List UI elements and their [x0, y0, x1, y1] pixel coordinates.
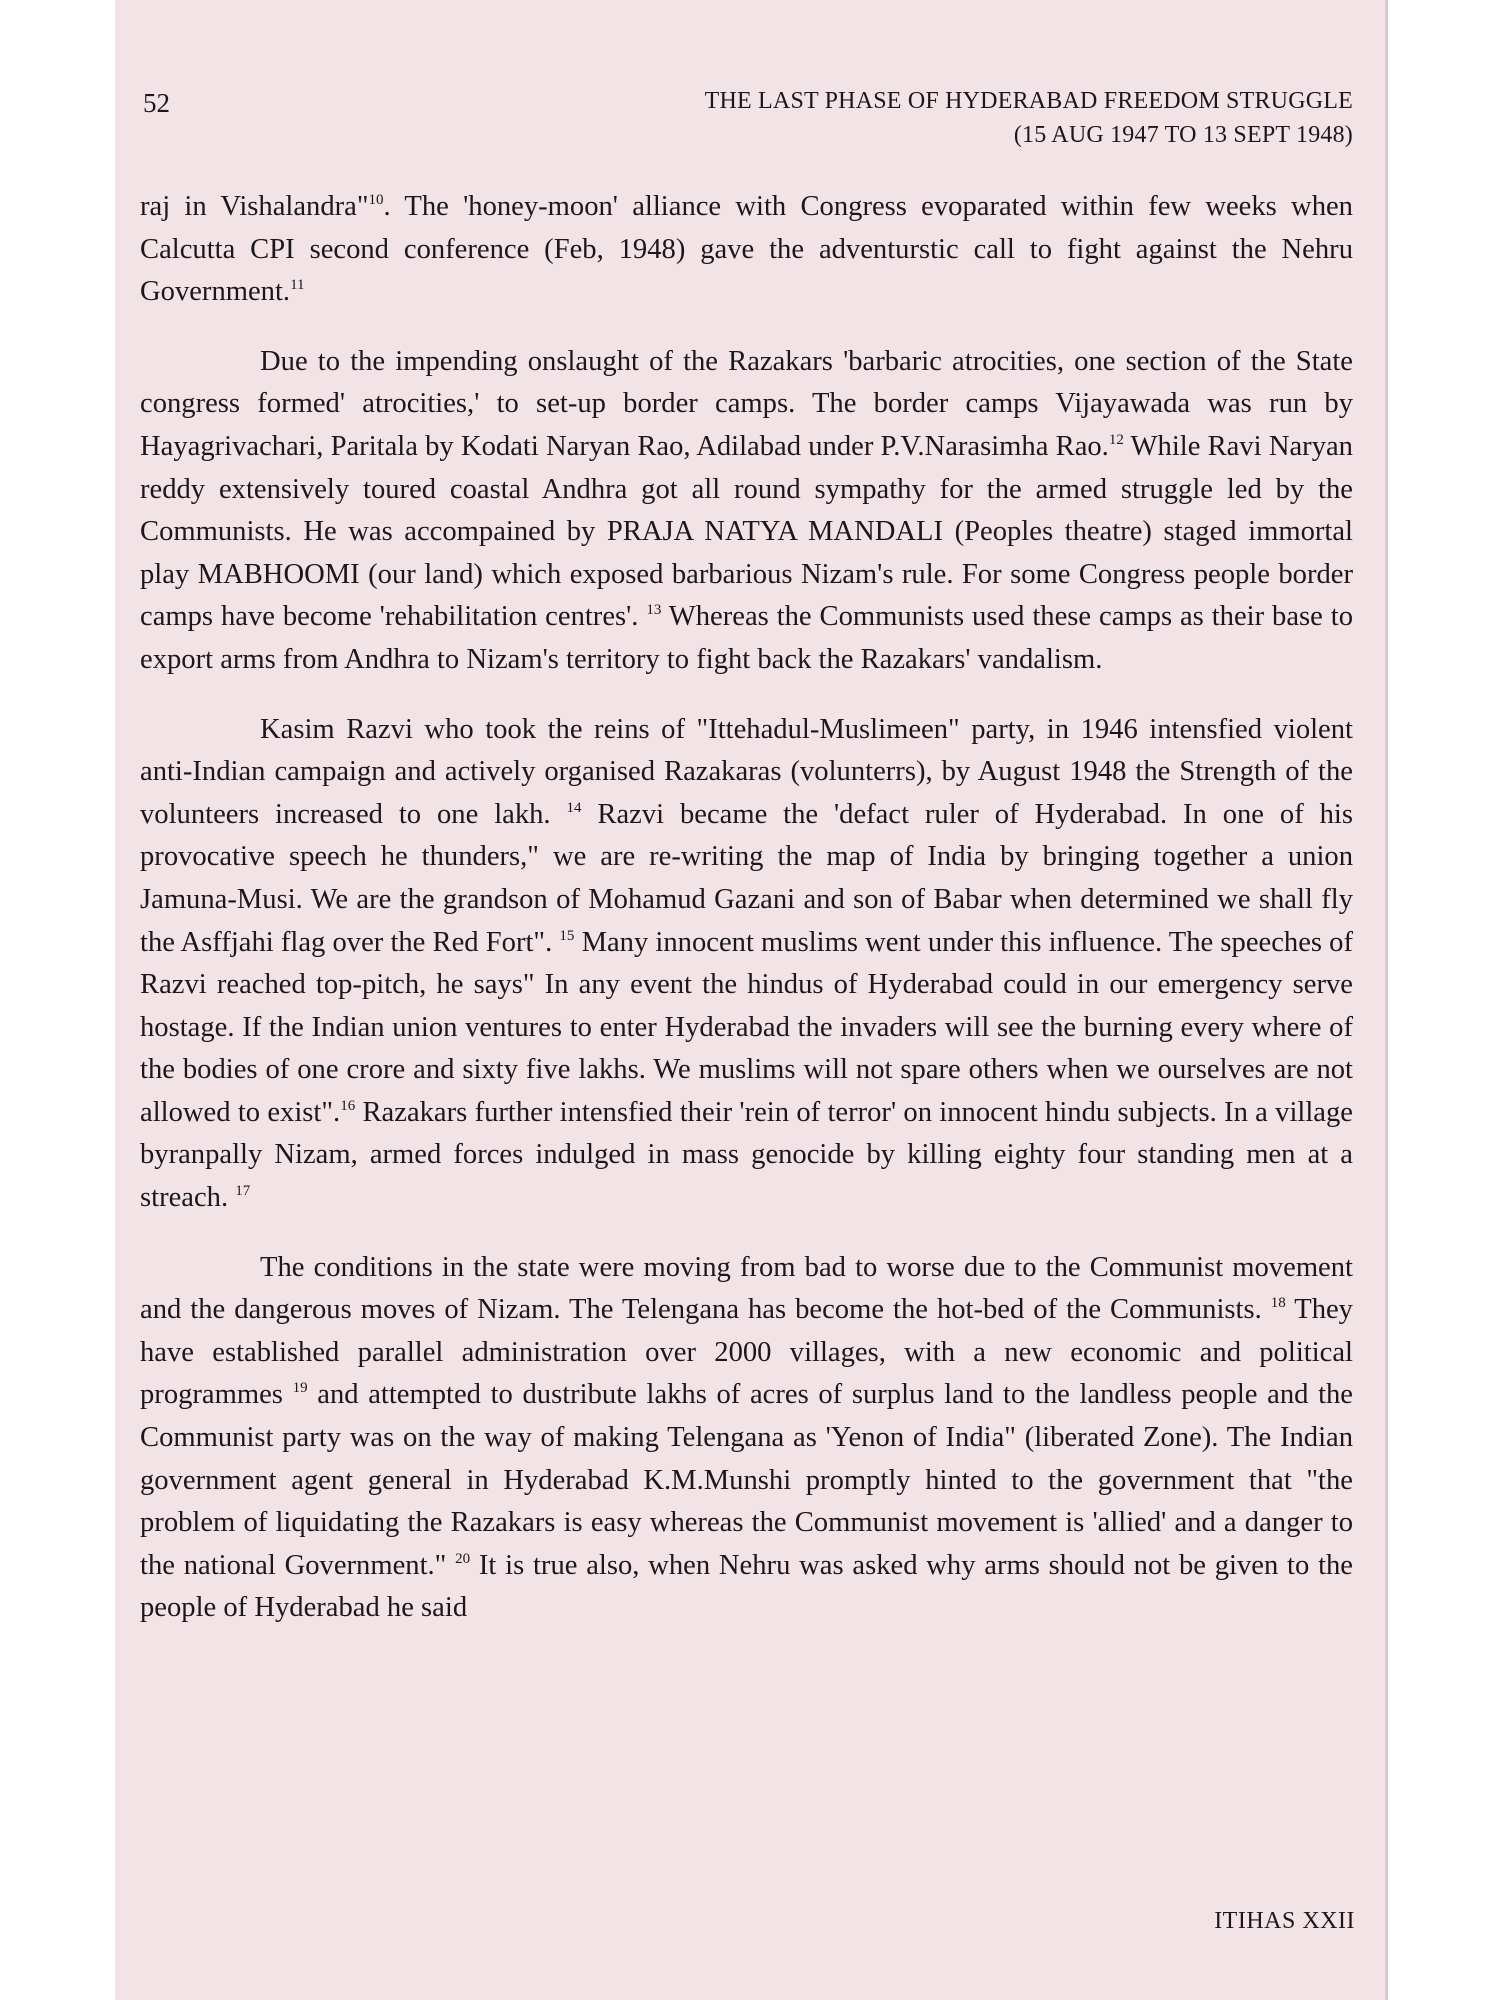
body-text — [140, 186, 1353, 1630]
page-edge — [1385, 0, 1388, 2000]
text-run: . The 'honey-moon' alliance with Congress evoparated within few weeks when Calcutta CPI second conference (Feb, 1948) gave the adventurstic call to fight against the Nehru Government. — [140, 191, 1353, 308]
footnote-marker: 14 — [566, 799, 582, 816]
footnote-marker: 12 — [1108, 431, 1124, 448]
running-title-line-1: THE LAST PHASE OF HYDERABAD FREEDOM STRUGGLE — [704, 88, 1353, 114]
text-run: raj in Vishalandra" — [140, 191, 369, 222]
text-run: They have established parallel administration over 2000 villages, with a new economic and political programmes — [140, 1294, 1353, 1411]
footnote-marker: 10 — [368, 192, 384, 208]
text-run: Kasim Razvi who took the reins of "Ittehadul-Muslimeen" party, in 1946 intensfied violent anti-Indian campaign and actively organised Razakaras (volunterrs), by August 1948 the Strength of the volunteers increased to one lakh. — [140, 713, 1353, 830]
running-title-line-2: (15 AUG 1947 TO 13 SEPT 1948) — [1013, 122, 1353, 148]
page-number: 52 — [143, 88, 170, 118]
footnote-marker: 16 — [340, 1097, 356, 1114]
footnote-marker: 19 — [292, 1380, 308, 1397]
footnote-marker: 11 — [290, 277, 305, 294]
document-page — [115, 0, 1385, 2000]
footnote-marker: 13 — [646, 602, 662, 619]
paragraph — [140, 341, 1353, 682]
paragraph — [140, 709, 1353, 1220]
text-run: and attempted to dustribute lakhs of acres of surplus land to the landless people and the Communist party was on the way of making Telengana as 'Yenon of India" (liberated Zone). The Indian government agent general in Hyderabad K.M.Munshi promptly hinted to the government that "the problem of liquidating the Razakars is easy whereas the Communist movement is 'allied' and a danger to the national Government." — [140, 1379, 1354, 1581]
paragraph — [140, 186, 1353, 314]
text-run: Many innocent muslims went under this influence. The speeches of Razvi reached top-pitch, he says" In any event the hindus of Hyderabad could in our emergency serve hostage. If the Indian union ventures to enter Hyderabad the invaders will see the burning every where of the bodies of one crore and sixty five lakhs. We muslims will not spare others when we ourselves are not allowed to exist". — [140, 926, 1353, 1128]
text-run: It is true also, when Nehru was asked why arms should not be given to the people of Hyderabad he said — [140, 1549, 1354, 1624]
text-run: While Ravi Naryan reddy extensively toured coastal Andhra got all round sympathy for the armed struggle led by the Communists. He was accompained by PRAJA NATYA MANDALI (Peoples theatre) staged immortal play MABHOOMI (our land) which exposed barbarious Nizam's rule. For some Congress people border camps have become 'rehabilitation centres'. — [140, 430, 1353, 633]
text-run: The conditions in the state were moving from bad to worse due to the Communist movement and the dangerous moves of Nizam. The Telengana has become the hot-bed of the Communists. — [140, 1251, 1353, 1326]
text-run: Razakars further intensfied their 'rein of terror' on innocent hindu subjects. In a village byranpally Nizam, armed forces indulged in mass genocide by killing eighty four standing men at a streach. — [140, 1096, 1353, 1214]
text-run: Whereas the Communists used these camps as their base to export arms from Andhra to Nizam's territory to fight back the Razakars' vandalism. — [140, 601, 1353, 675]
footnote-marker: 17 — [235, 1183, 251, 1200]
footnote-marker: 18 — [1270, 1295, 1286, 1312]
running-title — [705, 84, 1353, 152]
text-run: Razvi became the 'defact ruler of Hyderabad. In one of his provocative speech he thunders," we are re-writing the map of India by bringing together a union Jamuna-Musi. We are the grandson of Mohamud Gazani and son of Babar when determined we shall fly the Asffjahi flag over the Red Fort". — [140, 798, 1353, 958]
text-run: Due to the impending onslaught of the Razakars 'barbaric atrocities, one section of the State congress formed' atrocities,' to set-up border camps. The border camps Vijayawada was run by Hayagrivachari, Paritala by Kodati Naryan Rao, Adilabad under P.V.Narasimha Rao. — [140, 345, 1353, 462]
journal-footer: ITIHAS XXII — [1214, 1908, 1355, 1934]
paragraph — [140, 1247, 1353, 1630]
footnote-marker: 15 — [559, 927, 575, 944]
footnote-marker: 20 — [455, 1550, 471, 1567]
